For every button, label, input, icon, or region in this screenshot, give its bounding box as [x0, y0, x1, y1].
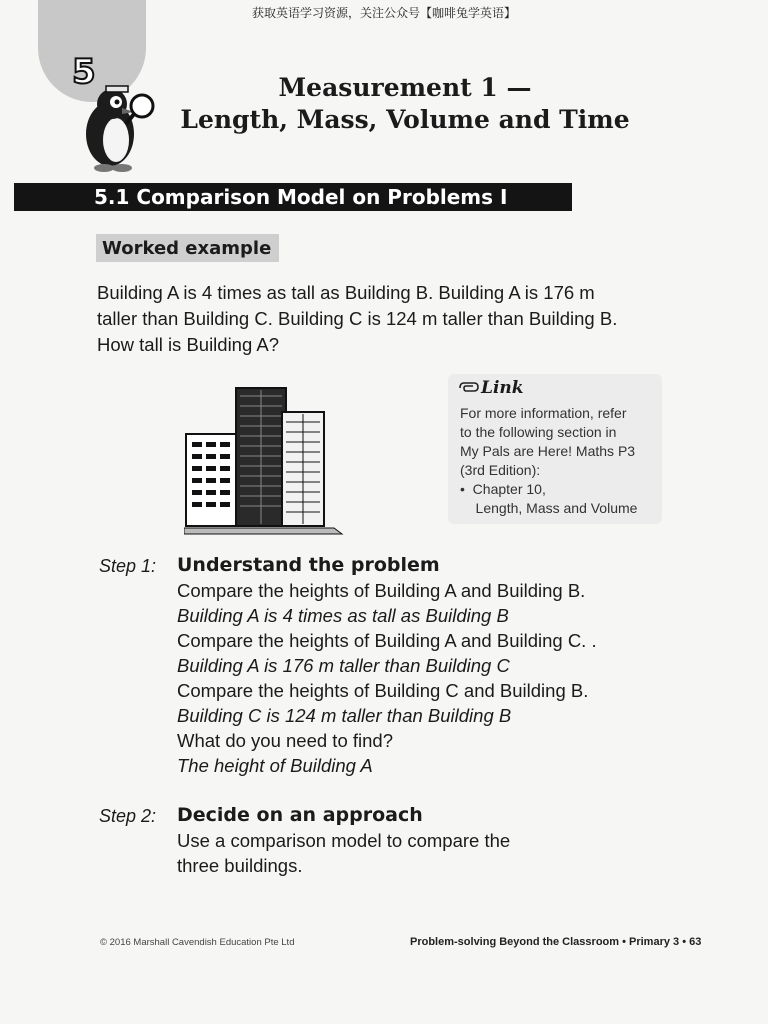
paperclip-icon	[458, 381, 480, 395]
chapter-number: 5	[72, 52, 96, 92]
link-heading: Link	[481, 378, 524, 398]
step-line: Building A is 176 m taller than Building C	[177, 655, 510, 676]
link-line: Length, Mass and Volume	[460, 500, 638, 516]
step-2-lines	[177, 828, 510, 878]
chapter-title-line1: Measurement 1 —	[278, 73, 532, 102]
step-2-label: Step 2:	[99, 806, 157, 826]
step-1-label: Step 1:	[99, 556, 157, 576]
step-line: Use a comparison model to compare the	[177, 830, 511, 851]
step-line: Compare the heights of Building A and Building C. .	[177, 630, 597, 651]
section-heading: 5.1 Comparison Model on Problems I	[14, 183, 572, 211]
step-line: What do you need to find?	[177, 730, 393, 751]
step-line: Building A is 4 times as tall as Building B	[177, 605, 509, 626]
buildings-illustration	[184, 382, 344, 540]
link-line: • Chapter 10,	[460, 481, 546, 497]
problem-line: How tall is Building A?	[97, 334, 280, 355]
worked-example-label: Worked example	[96, 234, 279, 262]
step-2-title: Decide on an approach	[177, 804, 423, 826]
step-1-lines	[177, 578, 597, 778]
link-line: (3rd Edition):	[460, 462, 541, 478]
book-title: Problem-solving Beyond the Classroom • Primary 3 •	[410, 936, 687, 948]
step-line: three buildings.	[177, 855, 303, 876]
step-line: Compare the heights of Building C and Building B.	[177, 680, 589, 701]
link-line: to the following section in	[460, 424, 617, 440]
step-1-title: Understand the problem	[177, 554, 440, 576]
page-number: 63	[689, 936, 702, 948]
penguin-with-magnifier-icon	[76, 82, 156, 174]
link-line: My Pals are Here! Maths P3	[460, 443, 636, 459]
copyright: © 2016 Marshall Cavendish Education Pte Ltd	[100, 937, 295, 948]
problem-line: taller than Building C. Building C is 124 m taller than Building B.	[97, 308, 618, 329]
problem-text	[97, 280, 697, 358]
link-line: For more information, refer	[460, 405, 627, 421]
step-line: Building C is 124 m taller than Building B	[177, 705, 512, 726]
watermark: 获取英语学习资源，关注公众号【咖啡兔学英语】	[251, 6, 516, 20]
link-text	[460, 404, 660, 518]
step-line: The height of Building A	[177, 755, 373, 776]
problem-line: Building A is 4 times as tall as Building B. Building A is 176 m	[97, 282, 595, 303]
step-line: Compare the heights of Building A and Building B.	[177, 580, 586, 601]
chapter-title-line2: Length, Mass, Volume and Time	[180, 105, 630, 134]
footer-book	[410, 936, 701, 948]
